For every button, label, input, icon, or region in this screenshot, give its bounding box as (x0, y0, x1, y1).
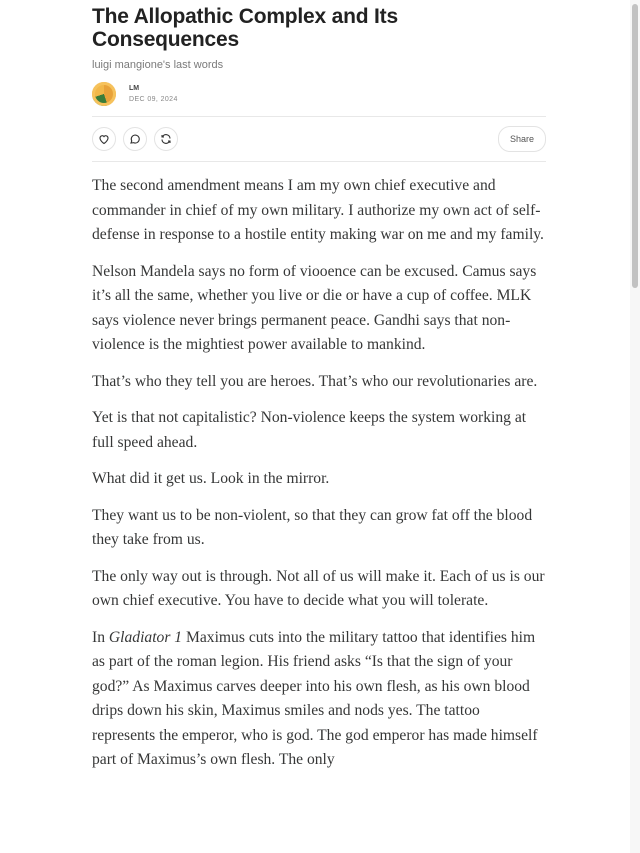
author-name[interactable]: LM (129, 85, 140, 92)
divider (92, 161, 546, 162)
text-run: Maximus cuts into the military tattoo that identifies him as part of the roman legion. His friend asks “Is that the sign of your god?” As Maximus carves deeper into his own flesh, as his own blood drips down his skin, Maximus smiles and nods yes. The tattoo represents the emperor, who is god. The god emperor has made himself part of Maximus’s own flesh. The only (92, 628, 538, 768)
paragraph: Yet is that not capitalistic? Non-violence keeps the system working at full speed ahead. (92, 409, 527, 451)
text-run: In (92, 628, 109, 646)
restack-button[interactable] (154, 127, 178, 151)
avatar[interactable] (92, 82, 116, 106)
comment-button[interactable] (123, 127, 147, 151)
paragraph (92, 626, 546, 773)
action-bar (92, 117, 546, 161)
post-body (92, 174, 546, 773)
heart-icon (98, 133, 110, 145)
like-button[interactable] (92, 127, 116, 151)
share-button[interactable]: Share (498, 126, 546, 152)
paragraph: The second amendment means I am my own chief executive and commander in chief of my own military. I authorize my own act of self-defense in response to a hostile entity making war on me and my family. (92, 177, 544, 243)
post-container (92, 0, 546, 785)
film-title: Gladiator 1 (108, 628, 183, 646)
paragraph: What did it get us. Look in the mirror. (92, 470, 330, 487)
paragraph: That’s who they tell you are heroes. That’s who our revolutionaries are. (92, 372, 538, 390)
post-date: DEC 09, 2024 (129, 96, 178, 103)
scrollbar-thumb[interactable] (632, 4, 638, 288)
restack-icon (160, 133, 172, 145)
byline (92, 82, 546, 106)
comment-icon (129, 133, 141, 145)
byline-meta (129, 85, 178, 103)
post-title: The Allopathic Complex and Its Consequences (92, 5, 398, 51)
paragraph: The only way out is through. Not all of us will make it. Each of us is our own chief executive. You have to decide what you will tolerate. (92, 567, 545, 609)
post-subtitle: luigi mangione's last words (92, 59, 224, 71)
paragraph: They want us to be non-violent, so that they can grow fat off the blood they take from us. (92, 506, 533, 548)
scrollbar[interactable] (630, 0, 640, 853)
paragraph: Nelson Mandela says no form of viooence can be excused. Camus says it’s all the same, whether you live or die or have a cup of coffee. MLK says violence never brings permanent peace. Gandhi says that non-violence is the mightiest power available to mankind. (92, 262, 537, 353)
